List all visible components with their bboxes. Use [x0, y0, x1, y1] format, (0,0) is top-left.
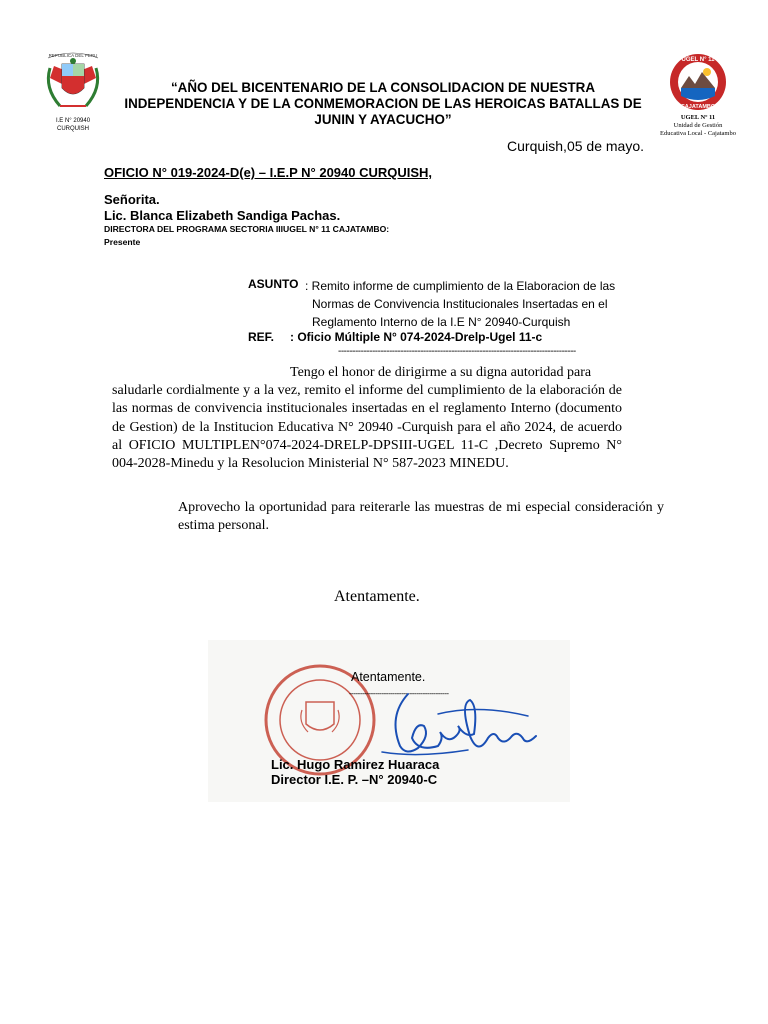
closing-text: Atentamente. — [334, 588, 420, 605]
ref-separator: ------------------------------------------------------------------------------------ — [338, 346, 576, 356]
ugel-caption-line1: UGEL Nº 11 — [680, 114, 716, 121]
peru-national-shield-icon — [40, 48, 106, 116]
letter-date: Curquish,05 de mayo. — [507, 138, 644, 154]
school-id-line2: CURQUISH — [56, 126, 89, 132]
year-title — [100, 80, 666, 128]
svg-text:REPUBLICA DEL PERU: REPUBLICA DEL PERU — [48, 53, 98, 58]
body-paragraph-2-text: Aprovecho la oportunidad para reiterarle las muestras de mi especial consideración y estima personal. — [178, 500, 664, 534]
body-paragraph-1-rest: saludarle cordialmente y a la vez, remito el informe del cumplimiento de la elaboración de las normas de convivencia institucionales insertadas en el reglamento Interno (documento de Gestion) de la Institucion Educativa N° 20940 -Curquish para el año 2024, de acuerdo al OFICIO MULTIPLEN°074-2024-DRELP-DPSIII-UGEL 11-C ,Decreto Supremo N° 004-2028-Minedu y la Resolucion Ministerial N° 587-2023 MINEDU. — [112, 383, 622, 472]
recipient-salutation: Señorita. — [104, 192, 160, 207]
asunto-line3: Reglamento Interno de la I.E N° 20940-Curquish — [312, 315, 571, 329]
ugel-caption-line3: Educativa Local - Cajatambo — [660, 130, 736, 137]
asunto-line2: Normas de Convivencia Institucionales Insertadas en el — [312, 297, 608, 311]
svg-text:UGEL N° 11: UGEL N° 11 — [681, 57, 715, 63]
svg-text:CAJATAMBO: CAJATAMBO — [680, 104, 716, 110]
signature-atentamente: Atentamente. — [351, 670, 426, 684]
school-id-caption — [40, 117, 106, 133]
asunto-label: ASUNTO — [248, 277, 299, 291]
ugel-cajatambo-seal-icon — [667, 52, 729, 112]
asunto-text — [305, 277, 665, 331]
ugel-caption-line2: Unidad de Gestión — [673, 122, 723, 129]
signer-title: Director I.E. P. –N° 20940-C — [271, 772, 438, 787]
year-title-line1: “AÑO DEL BICENTENARIO DE LA CONSOLIDACION DE NUESTRA — [170, 80, 596, 95]
body-paragraph-1-first-line: Tengo el honor de dirigirme a su digna autoridad para — [290, 365, 592, 380]
signature-line: ---------------------------------------------- — [349, 689, 449, 697]
recipient-name: Lic. Blanca Elizabeth Sandiga Pachas. — [104, 208, 341, 223]
signer-name: Lic. Hugo Ramirez Huaraca — [271, 757, 440, 772]
body-paragraph-1 — [112, 364, 622, 473]
recipient-role: DIRECTORA DEL PROGRAMA SECTORIA IIIUGEL N° 11 CAJATAMBO: — [104, 224, 390, 234]
asunto-line1: : Remito informe de cumplimiento de la Elaboracion de las — [305, 279, 616, 293]
school-id-line1: I.E N° 20940 — [55, 118, 91, 124]
recipient-presente: Presente — [104, 237, 141, 247]
year-title-line2: INDEPENDENCIA Y DE LA CONMEMORACION DE LAS HEROICAS BATALLAS DE — [124, 96, 642, 111]
body-paragraph-2 — [112, 499, 664, 535]
ref-label: REF. — [248, 330, 275, 344]
oficio-number: OFICIO N° 019-2024-D(e) – I.E.P N° 20940 CURQUISH, — [104, 165, 433, 180]
ref-text: : Oficio Múltiple N° 074-2024-Drelp-Ugel 11-c — [290, 330, 543, 344]
year-title-line3: JUNIN Y AYACUCHO” — [314, 112, 452, 127]
ugel-caption — [645, 114, 751, 138]
handwritten-signature-icon — [378, 686, 544, 768]
